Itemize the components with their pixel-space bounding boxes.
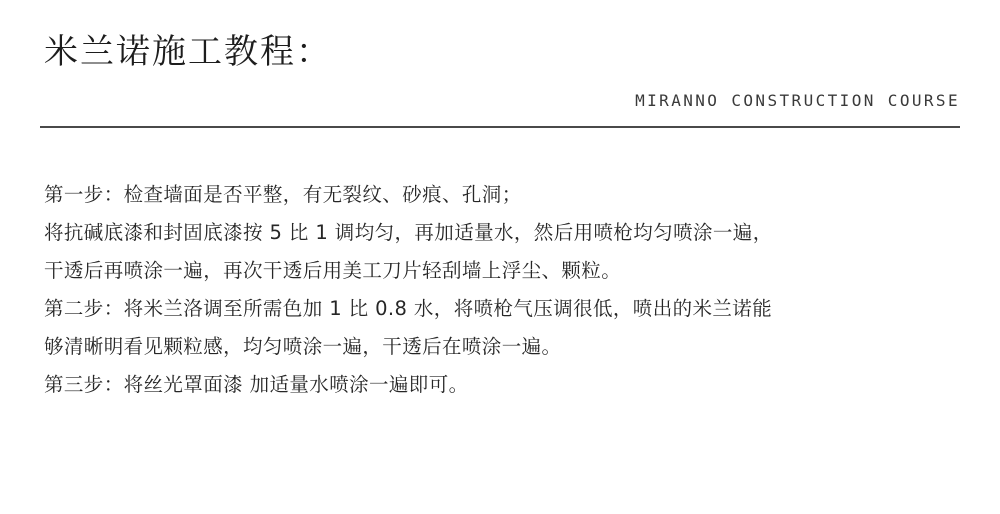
instruction-line: 干透后再喷涂一遍，再次干透后用美工刀片轻刮墙上浮尘、颗粒。 — [44, 259, 622, 282]
header-divider — [40, 126, 960, 128]
page-title: 米兰诺施工教程： — [44, 32, 332, 72]
instruction-line: 将抗碱底漆和封固底漆按 5 比 1 调均匀，再加适量水，然后用喷枪均匀喷涂一遍， — [44, 221, 773, 244]
instruction-line: 第二步：将米兰洛调至所需色加 1 比 0.8 水，将喷枪气压调很低，喷出的米兰诺能 — [44, 297, 773, 320]
page-subtitle-english: MIRANNO CONSTRUCTION COURSE — [635, 91, 960, 110]
instruction-line: 第三步：将丝光罩面漆 加适量水喷涂一遍即可。 — [44, 373, 469, 396]
document-header — [44, 32, 960, 110]
instruction-line: 够清晰明看见颗粒感，均匀喷涂一遍，干透后在喷涂一遍。 — [44, 335, 562, 358]
instructions-body — [44, 176, 956, 404]
instruction-line: 第一步：检查墙面是否平整，有无裂纹、砂痕、孔洞； — [44, 183, 522, 206]
